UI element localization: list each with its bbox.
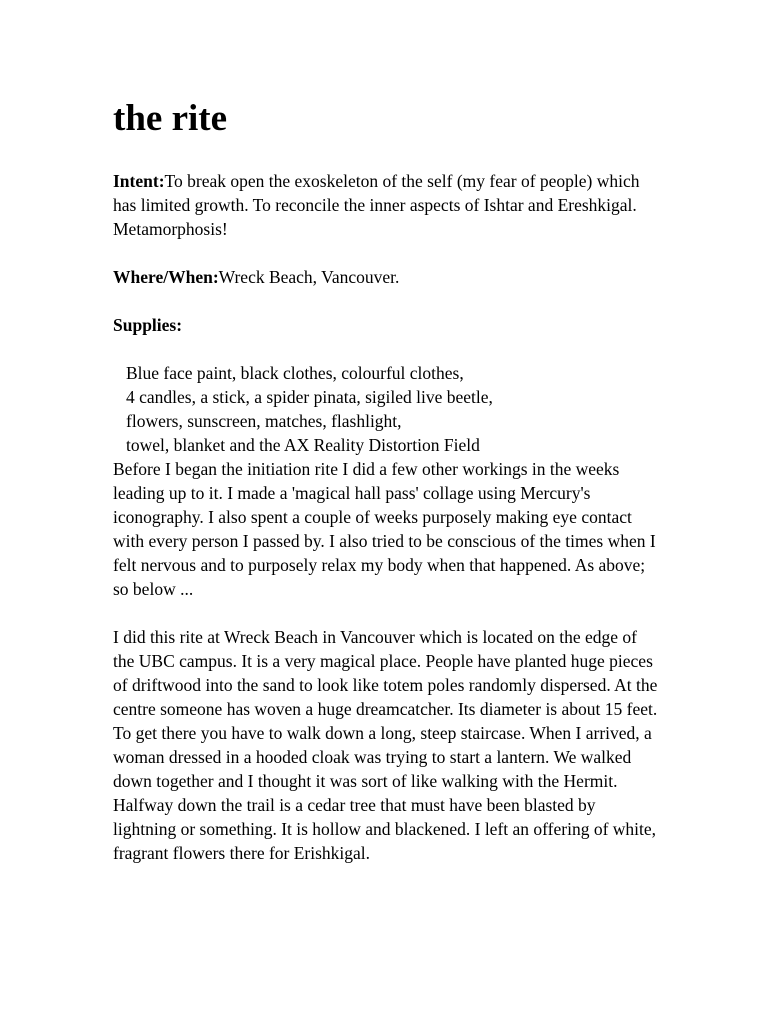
where-when-paragraph — [113, 265, 658, 289]
supplies-label: Supplies: — [113, 315, 183, 335]
where-when-text: Wreck Beach, Vancouver. — [218, 267, 400, 287]
supplies-item: towel, blanket and the AX Reality Distortion Field — [126, 435, 480, 455]
supplies-heading — [113, 313, 658, 337]
body-paragraph: Before I began the initiation rite I did a few other workings in the weeks leading up to it. I made a 'magical hall pass' collage using Mercury's iconography. I also spent a couple of weeks purposely making eye contact with every person I passed by. I also tried to be conscious of the times when I felt nervous and to purposely relax my body when that happened. As above; so below ... — [113, 459, 656, 599]
document-body — [113, 169, 658, 889]
supplies-item: Blue face paint, black clothes, colourful clothes, — [126, 363, 464, 383]
supplies-list — [113, 361, 658, 457]
intent-text: To break open the exoskeleton of the self (my fear of people) which has limited growth. To reconcile the inner aspects of Ishtar and Ereshkigal. Metamorphosis! — [113, 171, 640, 239]
supplies-item: 4 candles, a stick, a spider pinata, sigiled live beetle, — [126, 387, 493, 407]
intent-paragraph — [113, 169, 658, 241]
where-when-label: Where/When: — [113, 267, 219, 287]
body-paragraph: I did this rite at Wreck Beach in Vancouver which is located on the edge of the UBC campus. It is a very magical place. People have planted huge pieces of driftwood into the sand to look like totem poles randomly dispersed. At the centre someone has woven a huge dreamcatcher. Its diameter is about 15 feet. To get there you have to walk down a long, steep staircase. When I arrived, a woman dressed in a hooded cloak was trying to start a lantern. We walked down together and I thought it was sort of like walking with the Hermit. Halfway down the trail is a cedar tree that must have been blasted by lightning or something. It is hollow and blackened. I left an offering of white, fragrant flowers there for Erishkigal. — [113, 627, 658, 863]
page-title: the rite — [113, 98, 228, 139]
intent-label: Intent: — [113, 171, 165, 191]
supplies-item: flowers, sunscreen, matches, flashlight, — [126, 411, 402, 431]
